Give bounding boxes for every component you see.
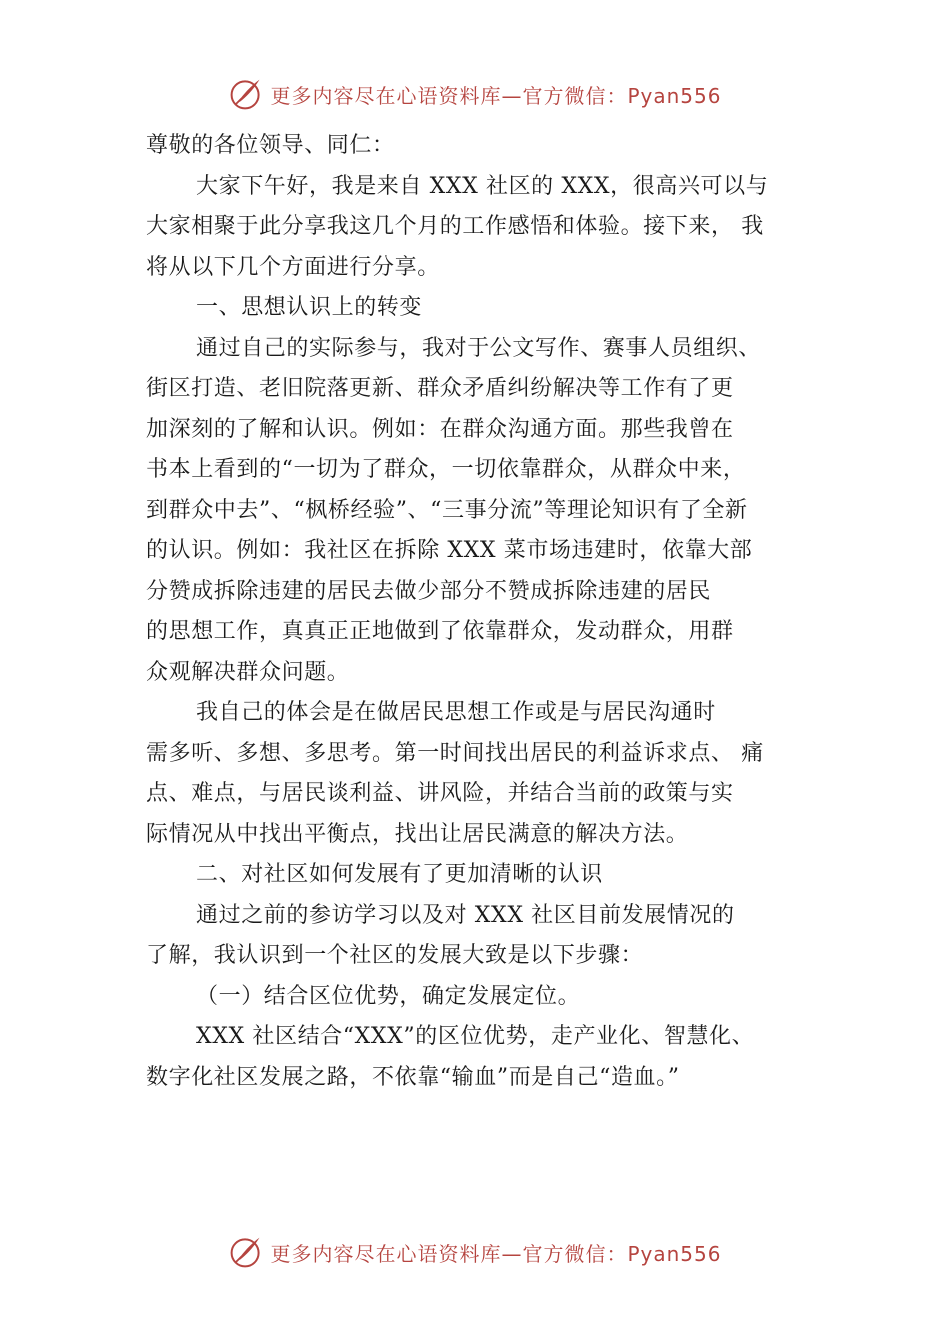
text-line: 点、难点，与居民谈利益、讲风险，并结合当前的政策与实 <box>146 781 734 806</box>
text-line: 通过自己的实际参与，我对于公文写作、赛事人员组织、 <box>196 335 762 361</box>
text-line: 加深刻的了解和认识。例如：在群众沟通方面。那些我曾在 <box>146 416 734 442</box>
footer-watermark-banner <box>0 1230 950 1274</box>
quill-pen-logo-icon <box>228 76 264 112</box>
text-line: 数字化社区发展之路，不依靠“输血”而是自己“造血。” <box>146 1064 680 1090</box>
text-line: XXX 社区结合“XXX”的区位优势，走产业化、智慧化、 <box>196 1024 755 1049</box>
document-body <box>146 126 826 1098</box>
text-line: 大家下午好，我是来自 XXX 社区的 XXX，很高兴可以与 <box>196 173 769 199</box>
text-line: 际情况从中找出平衡点，找出让居民满意的解决方法。 <box>146 821 689 847</box>
text-line: 的认识。例如：我社区在拆除 XXX 菜市场违建时，依靠大部 <box>146 538 753 563</box>
header-watermark-banner <box>0 72 950 116</box>
text-line: 将从以下几个方面进行分享。 <box>146 254 440 280</box>
text-line: 了解，我认识到一个社区的发展大致是以下步骤： <box>146 943 644 968</box>
text-line: 我自己的体会是在做居民思想工作或是与居民沟通时 <box>196 700 716 725</box>
text-line: 二、对社区如何发展有了更加清晰的认识 <box>196 862 603 887</box>
watermark-text: 更多内容尽在心语资料库—官方微信：Pyan556 <box>270 83 722 108</box>
quill-pen-logo-icon <box>228 1234 264 1270</box>
text-line: 需多听、多想、多思考。第一时间找出居民的利益诉求点、 痛 <box>146 740 764 766</box>
text-line: 尊敬的各位领导、同仁： <box>146 133 395 158</box>
text-line: 书本上看到的“一切为了群众，一切依靠群众，从群众中来， <box>146 457 746 482</box>
watermark-text: 更多内容尽在心语资料库—官方微信：Pyan556 <box>270 1241 722 1266</box>
text-line: 一、思想认识上的转变 <box>196 295 423 320</box>
text-line: 街区打造、老旧院落更新、群众矛盾纠纷解决等工作有了更 <box>146 376 734 401</box>
text-line: 大家相聚于此分享我这几个月的工作感悟和体验。接下来， 我 <box>146 214 764 239</box>
text-line: 众观解决群众问题。 <box>146 659 350 685</box>
text-line: 通过之前的参访学习以及对 XXX 社区目前发展情况的 <box>196 902 735 928</box>
text-line: 到群众中去”、“枫桥经验”、“三事分流”等理论知识有了全新 <box>146 497 748 523</box>
text-line: 的思想工作，真真正正地做到了依靠群众，发动群众，用群 <box>146 619 734 644</box>
text-line: （一）结合区位优势，确定发展定位。 <box>196 983 581 1009</box>
text-line: 分赞成拆除违建的居民去做少部分不赞成拆除违建的居民 <box>146 578 712 604</box>
